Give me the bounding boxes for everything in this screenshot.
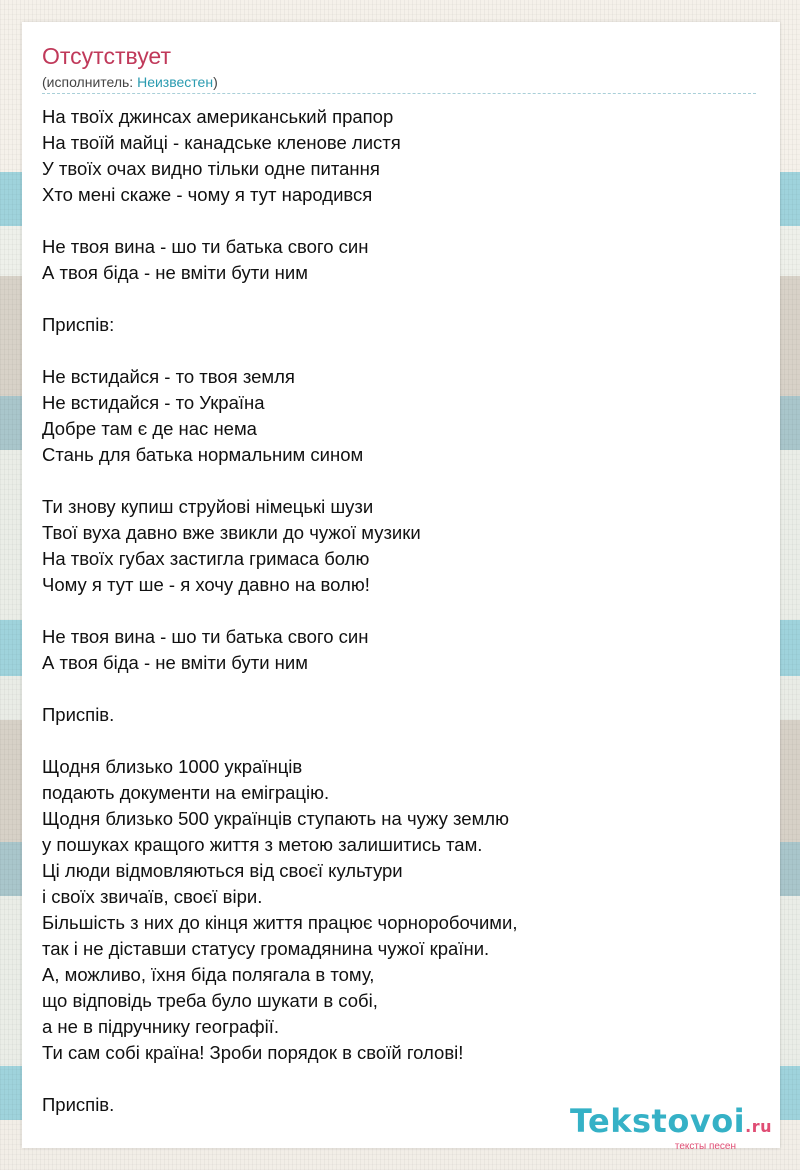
lyric-line: На твоїй майці - канадське кленове листя [42, 132, 401, 153]
lyric-line: Ти знову купиш струйові німецькі шузи [42, 496, 374, 517]
lyric-line: Приспів: [42, 314, 115, 335]
lyric-line: Не твоя вина - шо ти батька свого син [42, 236, 369, 257]
logo-domain: .ru [745, 1117, 772, 1136]
lyric-line: Твої вуха давно вже звикли до чужої музики [42, 522, 421, 543]
lyrics-sheet [22, 22, 780, 1148]
lyric-line: подають документи на еміграцію. [42, 782, 330, 803]
lyrics-text [42, 104, 762, 1118]
lyric-line: Чому я тут ше - я хочу давно на волю! [42, 574, 370, 595]
artist-prefix: (исполнитель: [42, 74, 138, 90]
stanza-gap [42, 728, 762, 754]
lyric-line: і своїх звичаїв, своєї віри. [42, 886, 263, 907]
lyric-line: Більшість з них до кінця життя працює чорноробочими, [42, 912, 518, 933]
artist-link[interactable]: Неизвестен [137, 74, 214, 90]
logo-tagline: тексты песен [674, 1141, 736, 1152]
title-separator [42, 93, 756, 94]
stanza-gap [42, 338, 762, 364]
lyric-line: Щодня близько 1000 українців [42, 756, 303, 777]
stanza-gap [42, 1066, 762, 1092]
lyric-line: у пошуках кращого життя з метою залишитись там. [42, 834, 483, 855]
lyric-line: Не твоя вина - шо ти батька свого син [42, 626, 369, 647]
stanza-gap [42, 676, 762, 702]
lyric-line: На твоїх губах застигла гримаса болю [42, 548, 370, 569]
lyric-line: Не встидайся - то твоя земля [42, 366, 295, 387]
lyric-line: Стань для батька нормальним сином [42, 444, 364, 465]
lyric-line: Приспів. [42, 704, 115, 725]
stanza-gap [42, 286, 762, 312]
lyric-line: Хто мені скаже - чому я тут народився [42, 184, 373, 205]
stanza-gap [42, 208, 762, 234]
lyric-line: Не встидайся - то Україна [42, 392, 265, 413]
lyric-line: Добре там є де нас нема [42, 418, 257, 439]
lyric-line: У твоїх очах видно тільки одне питання [42, 158, 380, 179]
stanza-gap [42, 598, 762, 624]
lyric-line: На твоїх джинсах американський прапор [42, 106, 394, 127]
song-title: Отсутствует [42, 43, 171, 69]
lyric-line: А твоя біда - не вміти бути ним [42, 262, 308, 283]
lyric-line: Приспів. [42, 1094, 115, 1115]
lyric-line: Щодня близько 500 українців ступають на чужу землю [42, 808, 509, 829]
site-logo[interactable] [570, 1104, 772, 1152]
lyric-line: так і не діставши статусу громадянина чужої країни. [42, 938, 490, 959]
lyric-line: А, можливо, їхня біда полягала в тому, [42, 964, 375, 985]
stanza-gap [42, 468, 762, 494]
artist-line [42, 73, 218, 91]
lyric-line: а не в підручнику географії. [42, 1016, 280, 1037]
lyric-line: А твоя біда - не вміти бути ним [42, 652, 308, 673]
logo-main-text: Tekstovoi [569, 1102, 746, 1140]
lyric-line: Ти сам собі країна! Зроби порядок в своїй голові! [42, 1042, 464, 1063]
lyric-line: що відповідь треба було шукати в собі, [42, 990, 378, 1011]
lyric-line: Ці люди відмовляються від своєї культури [42, 860, 403, 881]
artist-suffix: ) [213, 74, 218, 90]
